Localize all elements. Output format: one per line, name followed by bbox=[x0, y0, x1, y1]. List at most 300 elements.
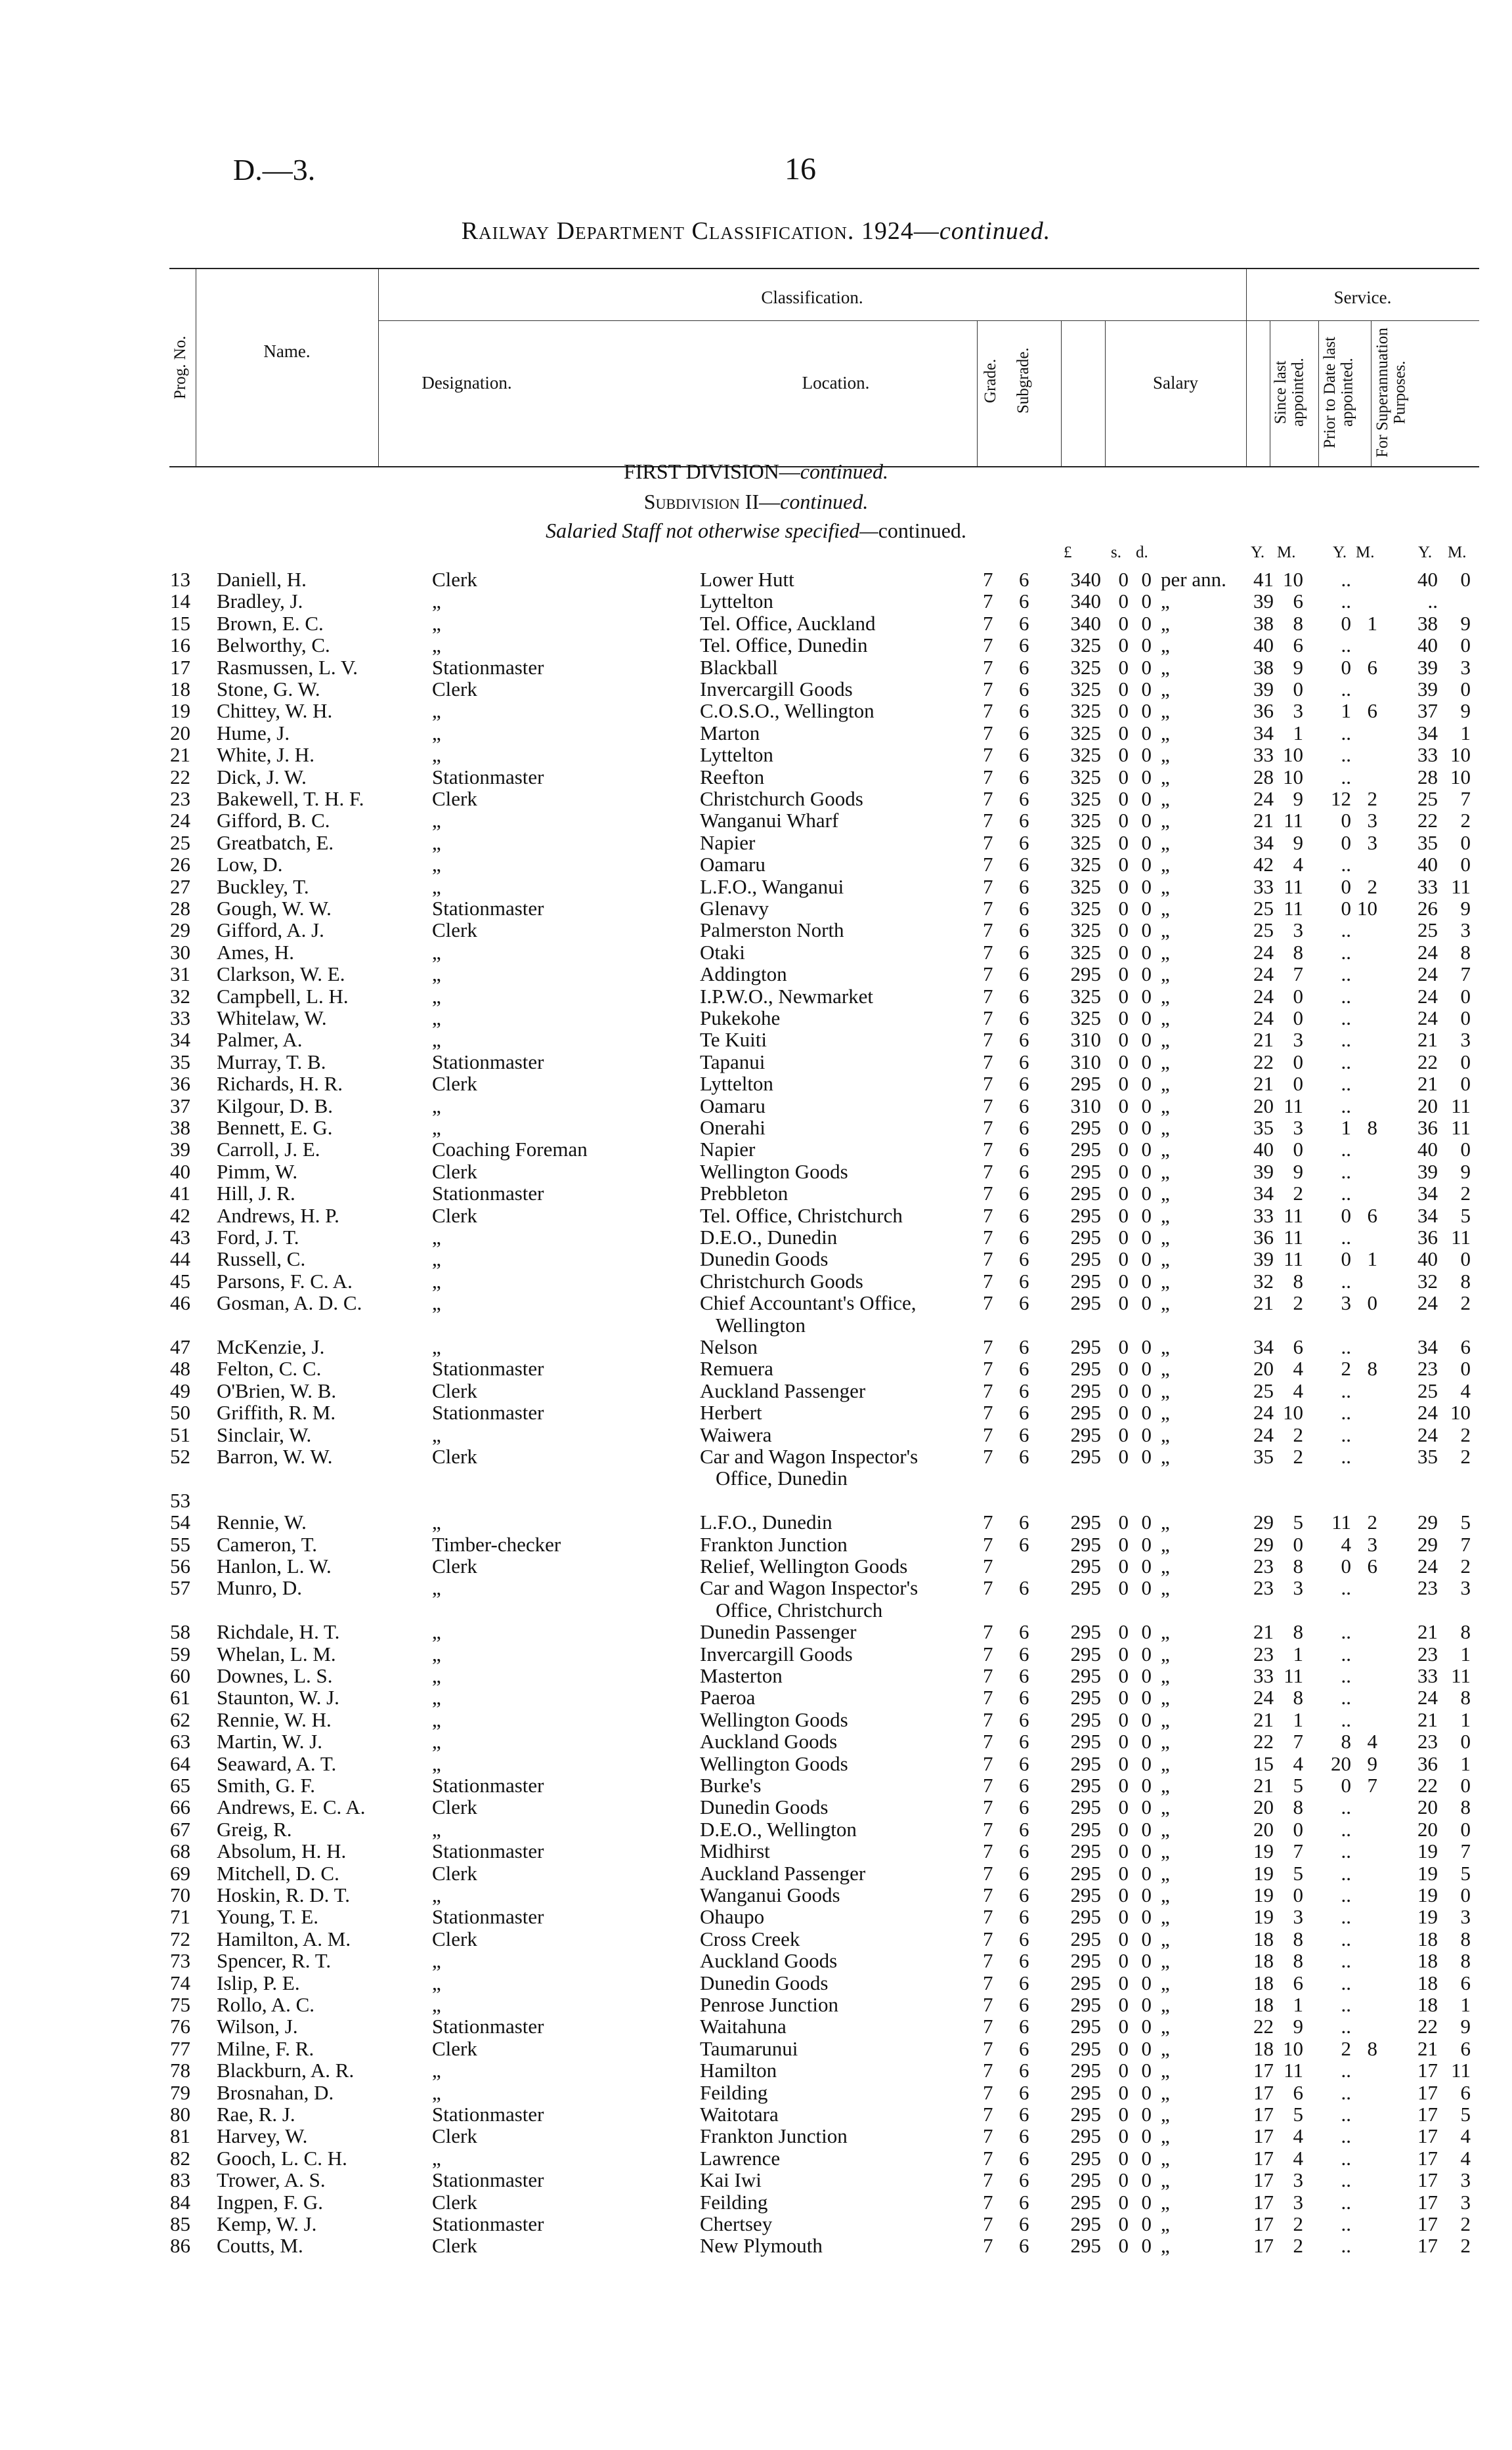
cell-super-months: 7 bbox=[1460, 1532, 1471, 1556]
cell-location: Prebbleton bbox=[700, 1182, 788, 1205]
cell-since-years: 19 bbox=[1253, 1905, 1274, 1929]
cell-per-annum: „ bbox=[1161, 1116, 1170, 1139]
cell-super-years: 36 bbox=[1417, 1752, 1438, 1775]
cell-grade: 7 bbox=[983, 1182, 993, 1205]
cell-subgrade: 6 bbox=[1019, 1532, 1029, 1556]
cell-per-annum: „ bbox=[1161, 2146, 1170, 2170]
cell-prior-years: .. bbox=[1341, 2015, 1351, 2038]
cell-subgrade: 6 bbox=[1019, 1226, 1029, 1249]
cell-prog-no: 34 bbox=[170, 1028, 190, 1052]
cell-salary-pence: 0 bbox=[1141, 2234, 1152, 2258]
page-number: 16 bbox=[785, 152, 816, 186]
cell-grade: 7 bbox=[983, 1730, 993, 1753]
cell-since-months: 7 bbox=[1293, 1730, 1303, 1753]
cell-since-years: 18 bbox=[1253, 2036, 1274, 2060]
cell-per-annum: „ bbox=[1161, 1620, 1170, 1644]
cell-name: Richards, H. R. bbox=[217, 1072, 343, 1096]
cell-since-years: 17 bbox=[1253, 2168, 1274, 2192]
cell-since-months: 11 bbox=[1284, 897, 1303, 920]
cell-super-months: 0 bbox=[1460, 1883, 1471, 1906]
cell-location: Pukekohe bbox=[700, 1006, 781, 1029]
cell-prior-years: .. bbox=[1341, 2124, 1351, 2148]
header-classification: Classification. bbox=[761, 288, 863, 307]
cell-super-years: 33 bbox=[1417, 874, 1438, 898]
cell-per-annum: „ bbox=[1161, 2015, 1170, 2038]
cell-salary-shillings: 0 bbox=[1118, 1423, 1129, 1446]
cell-since-months: 11 bbox=[1284, 1094, 1303, 1117]
cell-per-annum: „ bbox=[1161, 2036, 1170, 2060]
cell-prior-months: 3 bbox=[1367, 830, 1377, 854]
cell-super-months: 9 bbox=[1460, 699, 1471, 723]
cell-since-months: 0 bbox=[1293, 1072, 1303, 1096]
cell-super-years: 22 bbox=[1417, 809, 1438, 832]
cell-prog-no: 82 bbox=[170, 2146, 190, 2170]
cell-since-years: 17 bbox=[1253, 2212, 1274, 2235]
cell-name: Pimm, W. bbox=[217, 1159, 298, 1183]
cell-per-annum: „ bbox=[1161, 830, 1170, 854]
cell-name: Kemp, W. J. bbox=[217, 2212, 317, 2235]
cell-prior-years: 0 bbox=[1341, 1774, 1351, 1797]
cell-per-annum: „ bbox=[1161, 1006, 1170, 1029]
cell-salary-shillings: 0 bbox=[1118, 1664, 1129, 1687]
cell-grade: 7 bbox=[983, 1905, 993, 1929]
cell-location: Christchurch Goods bbox=[700, 1269, 863, 1293]
cell-since-months: 11 bbox=[1284, 1664, 1303, 1687]
cell-super-months: 1 bbox=[1460, 1752, 1471, 1775]
cell-since-months: 7 bbox=[1293, 1839, 1303, 1863]
cell-super-months: 7 bbox=[1460, 787, 1471, 810]
cell-super-years: 20 bbox=[1417, 1094, 1438, 1117]
cell-per-annum: „ bbox=[1161, 655, 1170, 679]
cell-designation: „ bbox=[432, 1883, 441, 1906]
cell-name: Brosnahan, D. bbox=[217, 2080, 334, 2104]
cell-prog-no: 84 bbox=[170, 2190, 190, 2214]
cell-designation: „ bbox=[432, 1116, 441, 1139]
cell-subgrade: 6 bbox=[1019, 765, 1029, 788]
cell-designation: Stationmaster bbox=[432, 2103, 544, 2126]
cell-super-years: 34 bbox=[1417, 1203, 1438, 1227]
cell-grade: 7 bbox=[983, 1752, 993, 1775]
cell-since-years: 19 bbox=[1253, 1861, 1274, 1885]
header-since-last: Since last appointed. bbox=[1272, 358, 1307, 427]
cell-subgrade: 6 bbox=[1019, 1971, 1029, 1994]
cell-prior-years: .. bbox=[1341, 1839, 1351, 1863]
cell-subgrade: 6 bbox=[1019, 897, 1029, 920]
cell-since-months: 1 bbox=[1293, 1642, 1303, 1666]
cell-location: Cross Creek bbox=[700, 1927, 800, 1950]
division-heading: FIRST DIVISION—continued. bbox=[624, 460, 888, 483]
cell-subgrade: 6 bbox=[1019, 1752, 1029, 1775]
cell-salary-pounds: 295 bbox=[1070, 1401, 1101, 1425]
cell-designation: „ bbox=[432, 590, 441, 613]
cell-salary-pounds: 295 bbox=[1070, 1795, 1101, 1819]
cell-grade: 7 bbox=[983, 1006, 993, 1029]
cell-location: Waitotara bbox=[700, 2103, 779, 2126]
cell-since-months: 8 bbox=[1293, 1555, 1303, 1578]
cell-since-years: 21 bbox=[1253, 1291, 1274, 1315]
cell-name: Stone, G. W. bbox=[217, 677, 320, 700]
cell-super-months: 5 bbox=[1460, 2103, 1471, 2126]
cell-salary-pence: 0 bbox=[1141, 1708, 1152, 1731]
unit-pound: £ bbox=[1064, 544, 1072, 561]
cell-location: New Plymouth bbox=[700, 2234, 823, 2258]
cell-since-years: 41 bbox=[1253, 568, 1274, 591]
cell-location: Waitahuna bbox=[700, 2015, 787, 2038]
cell-grade: 7 bbox=[983, 1555, 993, 1578]
cell-per-annum: „ bbox=[1161, 1379, 1170, 1402]
cell-designation: „ bbox=[432, 1269, 441, 1293]
cell-location: Penrose Junction bbox=[700, 1993, 838, 2016]
title-cont: continued. bbox=[939, 217, 1051, 245]
cell-prior-years: 0 bbox=[1341, 897, 1351, 920]
cell-name: Barron, W. W. bbox=[217, 1445, 333, 1468]
cell-location: Reefton bbox=[700, 765, 765, 788]
cell-designation: Clerk bbox=[432, 2190, 477, 2214]
cell-salary-shillings: 0 bbox=[1118, 1006, 1129, 1029]
cell-designation: Stationmaster bbox=[432, 1357, 544, 1381]
cell-per-annum: „ bbox=[1161, 962, 1170, 986]
cell-salary-pounds: 295 bbox=[1070, 1511, 1101, 1534]
cell-salary-shillings: 0 bbox=[1118, 1883, 1129, 1906]
cell-designation: „ bbox=[432, 984, 441, 1008]
cell-super-months: 8 bbox=[1460, 1927, 1471, 1950]
cell-salary-pounds: 295 bbox=[1070, 2124, 1101, 2148]
cell-since-months: 10 bbox=[1283, 568, 1303, 591]
cell-super-years: 17 bbox=[1417, 2124, 1438, 2148]
cell-super-months: 10 bbox=[1450, 743, 1471, 767]
unit-months-prior: M. bbox=[1356, 544, 1375, 561]
cell-since-years: 17 bbox=[1253, 2103, 1274, 2126]
cell-salary-pence: 0 bbox=[1141, 2103, 1152, 2126]
cell-per-annum: „ bbox=[1161, 1927, 1170, 1950]
cell-prior-months: 2 bbox=[1367, 787, 1377, 810]
cell-since-years: 17 bbox=[1253, 2124, 1274, 2148]
cell-super-years: 21 bbox=[1417, 1620, 1438, 1644]
cell-name: Parsons, F. C. A. bbox=[217, 1269, 353, 1293]
cell-prog-no: 67 bbox=[170, 1817, 190, 1841]
cell-name: Clarkson, W. E. bbox=[217, 962, 345, 986]
cell-since-years: 40 bbox=[1253, 634, 1274, 657]
cell-since-years: 17 bbox=[1253, 2080, 1274, 2104]
cell-super-years: 21 bbox=[1417, 1072, 1438, 1096]
cell-super-years: 17 bbox=[1417, 2146, 1438, 2170]
cell-location: C.O.S.O., Wellington bbox=[700, 699, 875, 723]
cell-location: Remuera bbox=[700, 1357, 773, 1381]
cell-prog-no: 14 bbox=[170, 590, 190, 613]
cell-salary-shillings: 0 bbox=[1118, 830, 1129, 854]
cell-prog-no: 58 bbox=[170, 1620, 190, 1644]
cell-grade: 7 bbox=[983, 2212, 993, 2235]
cell-prog-no: 47 bbox=[170, 1335, 190, 1358]
cell-prior-years: .. bbox=[1341, 2059, 1351, 2082]
cell-salary-pounds: 295 bbox=[1070, 1949, 1101, 1973]
cell-salary-pounds: 325 bbox=[1070, 874, 1101, 898]
cell-super-months: 11 bbox=[1451, 1226, 1471, 1249]
cell-super-years: 18 bbox=[1417, 1971, 1438, 1994]
cell-per-annum: „ bbox=[1161, 1291, 1170, 1315]
cell-salary-pounds: 325 bbox=[1070, 1006, 1101, 1029]
cell-designation: Stationmaster bbox=[432, 655, 544, 679]
cell-location: Ohaupo bbox=[700, 1905, 765, 1929]
header-prog-no: Prog. No. bbox=[171, 335, 189, 400]
cell-grade: 7 bbox=[983, 2146, 993, 2170]
cell-salary-pence: 0 bbox=[1141, 1203, 1152, 1227]
cell-designation: „ bbox=[432, 2059, 441, 2082]
cell-since-years: 18 bbox=[1253, 1927, 1274, 1950]
cell-super-years: 18 bbox=[1417, 1927, 1438, 1950]
cell-location: Midhirst bbox=[700, 1839, 770, 1863]
cell-since-months: 8 bbox=[1293, 1269, 1303, 1293]
cell-prior-years: .. bbox=[1341, 962, 1351, 986]
cell-name: Staunton, W. J. bbox=[217, 1686, 339, 1709]
cell-grade: 7 bbox=[983, 765, 993, 788]
cell-salary-pounds: 325 bbox=[1070, 743, 1101, 767]
cell-per-annum: „ bbox=[1161, 1949, 1170, 1973]
cell-name: Ingpen, F. G. bbox=[217, 2190, 323, 2214]
cell-super-years: 19 bbox=[1417, 1839, 1438, 1863]
cell-since-months: 11 bbox=[1284, 1247, 1303, 1271]
cell-since-months: 0 bbox=[1293, 1050, 1303, 1073]
cell-grade: 7 bbox=[983, 918, 993, 942]
cell-location: Dunedin Goods bbox=[700, 1247, 829, 1271]
cell-since-months: 3 bbox=[1293, 1576, 1303, 1600]
cell-per-annum: „ bbox=[1161, 787, 1170, 810]
header-location: Location. bbox=[802, 373, 870, 393]
cell-salary-pence: 0 bbox=[1141, 1006, 1152, 1029]
cell-per-annum: „ bbox=[1161, 1730, 1170, 1753]
cell-name: Trower, A. S. bbox=[217, 2168, 326, 2192]
cell-location: Oamaru bbox=[700, 1094, 766, 1117]
cell-prior-years: 1 bbox=[1341, 1116, 1351, 1139]
cell-prior-years: .. bbox=[1341, 2234, 1351, 2258]
cell-name: Brown, E. C. bbox=[217, 611, 324, 635]
cell-salary-shillings: 0 bbox=[1118, 897, 1129, 920]
cell-salary-pounds: 295 bbox=[1070, 962, 1101, 986]
cell-name: Blackburn, A. R. bbox=[217, 2059, 355, 2082]
cell-since-months: 3 bbox=[1293, 699, 1303, 723]
cell-location: Te Kuiti bbox=[700, 1028, 767, 1052]
cell-subgrade: 6 bbox=[1019, 984, 1029, 1008]
cell-since-years: 35 bbox=[1253, 1445, 1274, 1468]
cell-since-years: 33 bbox=[1253, 743, 1274, 767]
cell-prog-no: 20 bbox=[170, 721, 190, 744]
cell-grade: 7 bbox=[983, 1357, 993, 1381]
cell-designation: „ bbox=[432, 809, 441, 832]
cell-grade: 7 bbox=[983, 1511, 993, 1534]
cell-prog-no: 35 bbox=[170, 1050, 190, 1073]
cell-subgrade: 6 bbox=[1019, 1182, 1029, 1205]
cell-since-years: 20 bbox=[1253, 1357, 1274, 1381]
cell-salary-pence: 0 bbox=[1141, 1993, 1152, 2016]
cell-name: Daniell, H. bbox=[217, 568, 307, 591]
cell-since-years: 22 bbox=[1253, 2015, 1274, 2038]
cell-prior-months: 6 bbox=[1367, 655, 1377, 679]
cell-per-annum: „ bbox=[1161, 940, 1170, 964]
cell-salary-shillings: 0 bbox=[1118, 1949, 1129, 1973]
cell-prior-years: 0 bbox=[1341, 874, 1351, 898]
cell-designation: Stationmaster bbox=[432, 765, 544, 788]
cell-salary-pence: 0 bbox=[1141, 1379, 1152, 1402]
cell-designation: Stationmaster bbox=[432, 1401, 544, 1425]
cell-super-months: 8 bbox=[1460, 1269, 1471, 1293]
cell-subgrade: 6 bbox=[1019, 1861, 1029, 1885]
cell-super-months: 6 bbox=[1460, 1971, 1471, 1994]
cell-salary-pence: 0 bbox=[1141, 1511, 1152, 1534]
cell-location: D.E.O., Dunedin bbox=[700, 1226, 838, 1249]
cell-since-months: 3 bbox=[1293, 1116, 1303, 1139]
cell-subgrade: 6 bbox=[1019, 2036, 1029, 2060]
cell-super-months: 4 bbox=[1460, 1379, 1471, 1402]
cell-salary-pounds: 310 bbox=[1070, 1028, 1101, 1052]
cell-prog-no: 30 bbox=[170, 940, 190, 964]
cell-prog-no: 44 bbox=[170, 1247, 190, 1271]
cell-grade: 7 bbox=[983, 809, 993, 832]
cell-prior-years: .. bbox=[1341, 1664, 1351, 1687]
cell-prog-no: 52 bbox=[170, 1445, 190, 1468]
cell-subgrade: 6 bbox=[1019, 1511, 1029, 1534]
cell-name: Bennett, E. G. bbox=[217, 1116, 333, 1139]
cell-grade: 7 bbox=[983, 1379, 993, 1402]
cell-location: Lyttelton bbox=[700, 1072, 773, 1096]
cell-salary-shillings: 0 bbox=[1118, 2015, 1129, 2038]
cell-since-years: 33 bbox=[1253, 874, 1274, 898]
cell-name: Gifford, B. C. bbox=[217, 809, 330, 832]
cell-since-years: 25 bbox=[1253, 918, 1274, 942]
cell-super-years: 22 bbox=[1417, 1774, 1438, 1797]
cell-since-years: 32 bbox=[1253, 1269, 1274, 1293]
cell-since-months: 4 bbox=[1293, 2146, 1303, 2170]
cell-super-years: 24 bbox=[1417, 1423, 1438, 1446]
cell-designation: „ bbox=[432, 634, 441, 657]
cell-super-months: 0 bbox=[1460, 1072, 1471, 1096]
cell-per-annum: „ bbox=[1161, 897, 1170, 920]
cell-location: D.E.O., Wellington bbox=[700, 1817, 857, 1841]
cell-grade: 7 bbox=[983, 1423, 993, 1446]
cell-grade: 7 bbox=[983, 1861, 993, 1885]
cell-per-annum: „ bbox=[1161, 2234, 1170, 2258]
cell-prior-years: .. bbox=[1341, 1883, 1351, 1906]
cell-prior-months: 6 bbox=[1367, 1203, 1377, 1227]
cell-prog-no: 18 bbox=[170, 677, 190, 700]
cell-salary-pounds: 295 bbox=[1070, 1138, 1101, 1161]
cell-location: Car and Wagon Inspector's bbox=[700, 1445, 918, 1468]
cell-since-years: 24 bbox=[1253, 1006, 1274, 1029]
cell-salary-shillings: 0 bbox=[1118, 1291, 1129, 1315]
cell-super-years: 24 bbox=[1417, 984, 1438, 1008]
cell-since-years: 24 bbox=[1253, 962, 1274, 986]
cell-location: Napier bbox=[700, 1138, 756, 1161]
cell-super-years: 40 bbox=[1417, 568, 1438, 591]
cell-prior-months: 1 bbox=[1367, 611, 1377, 635]
cell-per-annum: „ bbox=[1161, 1839, 1170, 1863]
cell-super-years: 17 bbox=[1417, 2212, 1438, 2235]
cell-prog-no: 83 bbox=[170, 2168, 190, 2192]
cell-subgrade: 6 bbox=[1019, 655, 1029, 679]
cell-name: Young, T. E. bbox=[217, 1905, 319, 1929]
cell-salary-pounds: 325 bbox=[1070, 699, 1101, 723]
cell-designation: „ bbox=[432, 1291, 441, 1315]
cell-per-annum: „ bbox=[1161, 2124, 1170, 2148]
cell-salary-pence: 0 bbox=[1141, 2190, 1152, 2214]
cell-super-months: 5 bbox=[1460, 1203, 1471, 1227]
cell-subgrade: 6 bbox=[1019, 699, 1029, 723]
cell-super-years: 37 bbox=[1417, 699, 1438, 723]
cell-prior-years: .. bbox=[1341, 1050, 1351, 1073]
cell-prog-no: 37 bbox=[170, 1094, 190, 1117]
cell-salary-shillings: 0 bbox=[1118, 787, 1129, 810]
cell-salary-pence: 0 bbox=[1141, 765, 1152, 788]
cell-salary-pounds: 295 bbox=[1070, 2059, 1101, 2082]
cell-subgrade: 6 bbox=[1019, 1620, 1029, 1644]
cell-designation: „ bbox=[432, 1028, 441, 1052]
cell-subgrade: 6 bbox=[1019, 1072, 1029, 1096]
cell-subgrade: 6 bbox=[1019, 677, 1029, 700]
cell-prior-years: .. bbox=[1341, 1006, 1351, 1029]
cell-per-annum: „ bbox=[1161, 1774, 1170, 1797]
cell-per-annum: „ bbox=[1161, 1532, 1170, 1556]
cell-since-years: 38 bbox=[1253, 655, 1274, 679]
cell-salary-shillings: 0 bbox=[1118, 809, 1129, 832]
cell-super-years: 34 bbox=[1417, 1335, 1438, 1358]
cell-location: Invercargill Goods bbox=[700, 1642, 853, 1666]
cell-since-months: 8 bbox=[1293, 1927, 1303, 1950]
cell-super-years: 36 bbox=[1417, 1116, 1438, 1139]
cell-salary-pence: 0 bbox=[1141, 677, 1152, 700]
header-designation: Designation. bbox=[421, 373, 512, 393]
cell-salary-pounds: 295 bbox=[1070, 1752, 1101, 1775]
cell-per-annum: „ bbox=[1161, 1708, 1170, 1731]
cell-location: L.F.O., Wanganui bbox=[700, 874, 844, 898]
cell-since-years: 39 bbox=[1253, 1159, 1274, 1183]
cell-super-months: 6 bbox=[1460, 2080, 1471, 2104]
cell-name: Cameron, T. bbox=[217, 1532, 317, 1556]
cell-prior-years: .. bbox=[1341, 1905, 1351, 1929]
cell-designation: „ bbox=[432, 940, 441, 964]
cell-super-years: 39 bbox=[1417, 677, 1438, 700]
cell-per-annum: „ bbox=[1161, 2059, 1170, 2082]
cell-salary-pounds: 295 bbox=[1070, 1291, 1101, 1315]
cell-super-years: 20 bbox=[1417, 1795, 1438, 1819]
cell-prior-years: 8 bbox=[1341, 1730, 1351, 1753]
cell-salary-pence: 0 bbox=[1141, 1116, 1152, 1139]
cell-salary-shillings: 0 bbox=[1118, 2168, 1129, 2192]
cell-salary-pounds: 295 bbox=[1070, 1774, 1101, 1797]
cell-location: Waiwera bbox=[700, 1423, 772, 1446]
cell-per-annum: „ bbox=[1161, 1686, 1170, 1709]
cell-since-months: 1 bbox=[1293, 1993, 1303, 2016]
cell-super-years: 17 bbox=[1417, 2234, 1438, 2258]
cell-prior-years: .. bbox=[1341, 1072, 1351, 1096]
cell-prog-no: 60 bbox=[170, 1664, 190, 1687]
cell-designation: „ bbox=[432, 721, 441, 744]
cell-since-years: 17 bbox=[1253, 2146, 1274, 2170]
cell-salary-pounds: 325 bbox=[1070, 765, 1101, 788]
cell-designation: „ bbox=[432, 1752, 441, 1775]
cell-since-months: 11 bbox=[1284, 1226, 1303, 1249]
cell-prior-years: 0 bbox=[1341, 655, 1351, 679]
cell-prog-no: 13 bbox=[170, 568, 190, 591]
cell-super-months: 0 bbox=[1460, 634, 1471, 657]
cell-salary-shillings: 0 bbox=[1118, 984, 1129, 1008]
cell-salary-pounds: 295 bbox=[1070, 1269, 1101, 1293]
cell-location: Dunedin Passenger bbox=[700, 1620, 857, 1644]
cell-location: Auckland Passenger bbox=[700, 1861, 866, 1885]
cell-designation: Coaching Foreman bbox=[432, 1138, 588, 1161]
cell-since-years: 21 bbox=[1253, 1620, 1274, 1644]
cell-designation: Clerk bbox=[432, 1555, 477, 1578]
cell-salary-pounds: 310 bbox=[1070, 1050, 1101, 1073]
cell-prior-years: .. bbox=[1341, 2080, 1351, 2104]
